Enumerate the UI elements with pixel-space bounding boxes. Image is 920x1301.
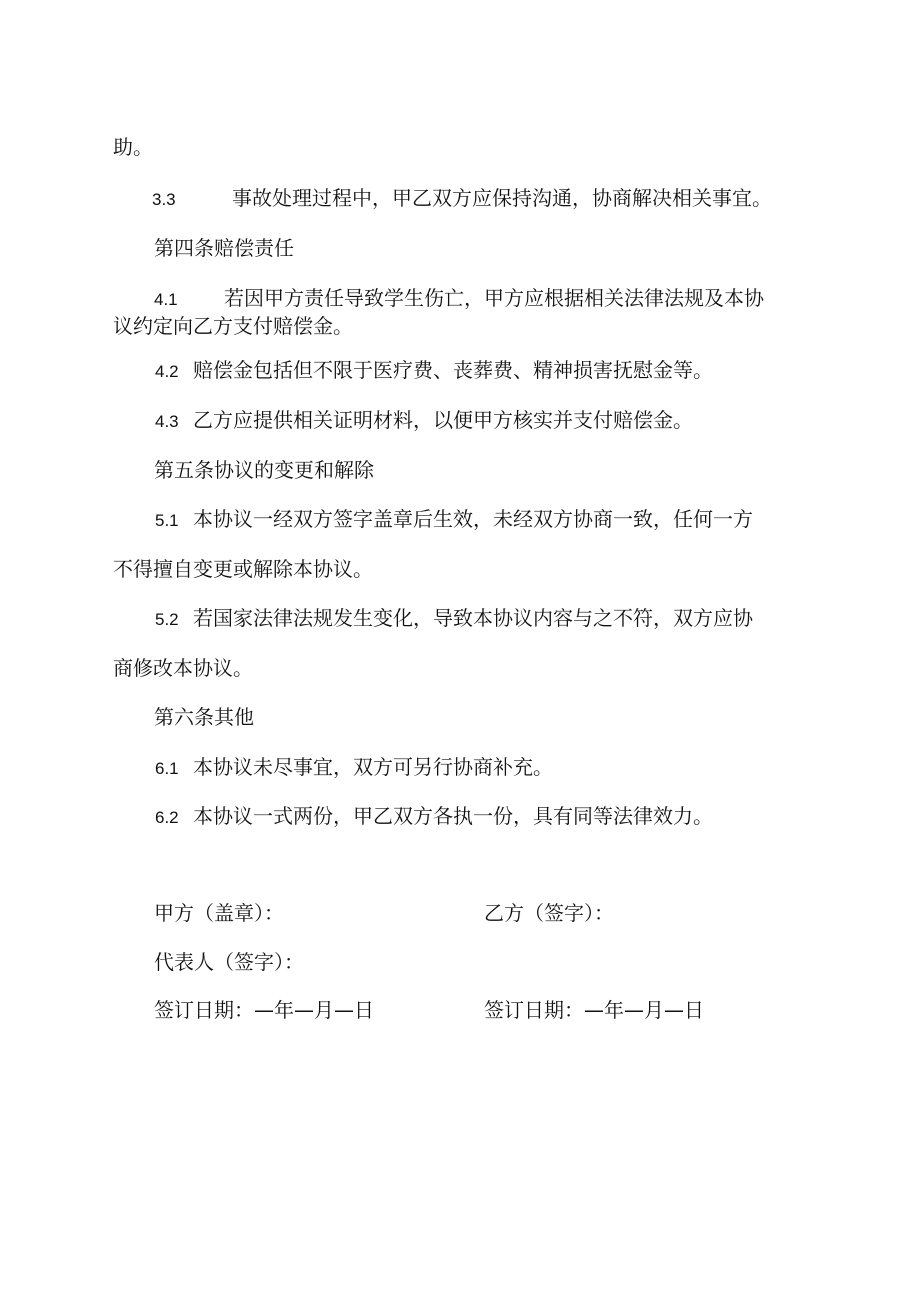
party-b-sign-label: 乙方（签字）： (484, 901, 614, 925)
article-6-title: 第六条其他 (154, 705, 254, 729)
clause-6-1: 6.1 本协议未尽事宜，双方可另行协商补充。 (155, 755, 553, 779)
clause-5-2: 5.2 若国家法律法规发生变化，导致本协议内容与之不符，双方应协 (155, 606, 753, 630)
article-4-title: 第四条赔偿责任 (154, 236, 294, 260)
party-a-seal-label: 甲方（盖章）： (154, 901, 284, 925)
clause-6-2: 6.2 本协议一式两份，甲乙双方各执一份，具有同等法律效力。 (155, 804, 713, 828)
article-5-title: 第五条协议的变更和解除 (154, 458, 374, 482)
party-b-date-label: 签订日期：—年—月—日 (484, 998, 704, 1022)
clause-4-2: 4.2 赔偿金包括但不限于医疗费、丧葬费、精神损害抚慰金等。 (155, 358, 713, 382)
representative-sign-label: 代表人（签字）： (154, 950, 304, 974)
clause-3-3: 3.3 事故处理过程中，甲乙双方应保持沟通，协商解决相关事宜。 (152, 186, 772, 210)
clause-4-1: 4.1 若因甲方责任导致学生伤亡，甲方应根据相关法律法规及本协 (154, 286, 764, 310)
clause-4-3: 4.3 乙方应提供相关证明材料，以便甲方核实并支付赔偿金。 (155, 408, 693, 432)
clause-5-1-cont: 不得擅自变更或解除本协议。 (113, 557, 373, 581)
clause-5-1: 5.1 本协议一经双方签字盖章后生效，未经双方协商一致，任何一方 (155, 507, 753, 531)
party-a-date-label: 签订日期：—年—月—日 (154, 998, 374, 1022)
clause-5-2-cont: 商修改本协议。 (113, 656, 253, 680)
continued-line: 助。 (113, 135, 153, 159)
clause-4-1-cont: 议约定向乙方支付赔偿金。 (113, 314, 353, 338)
